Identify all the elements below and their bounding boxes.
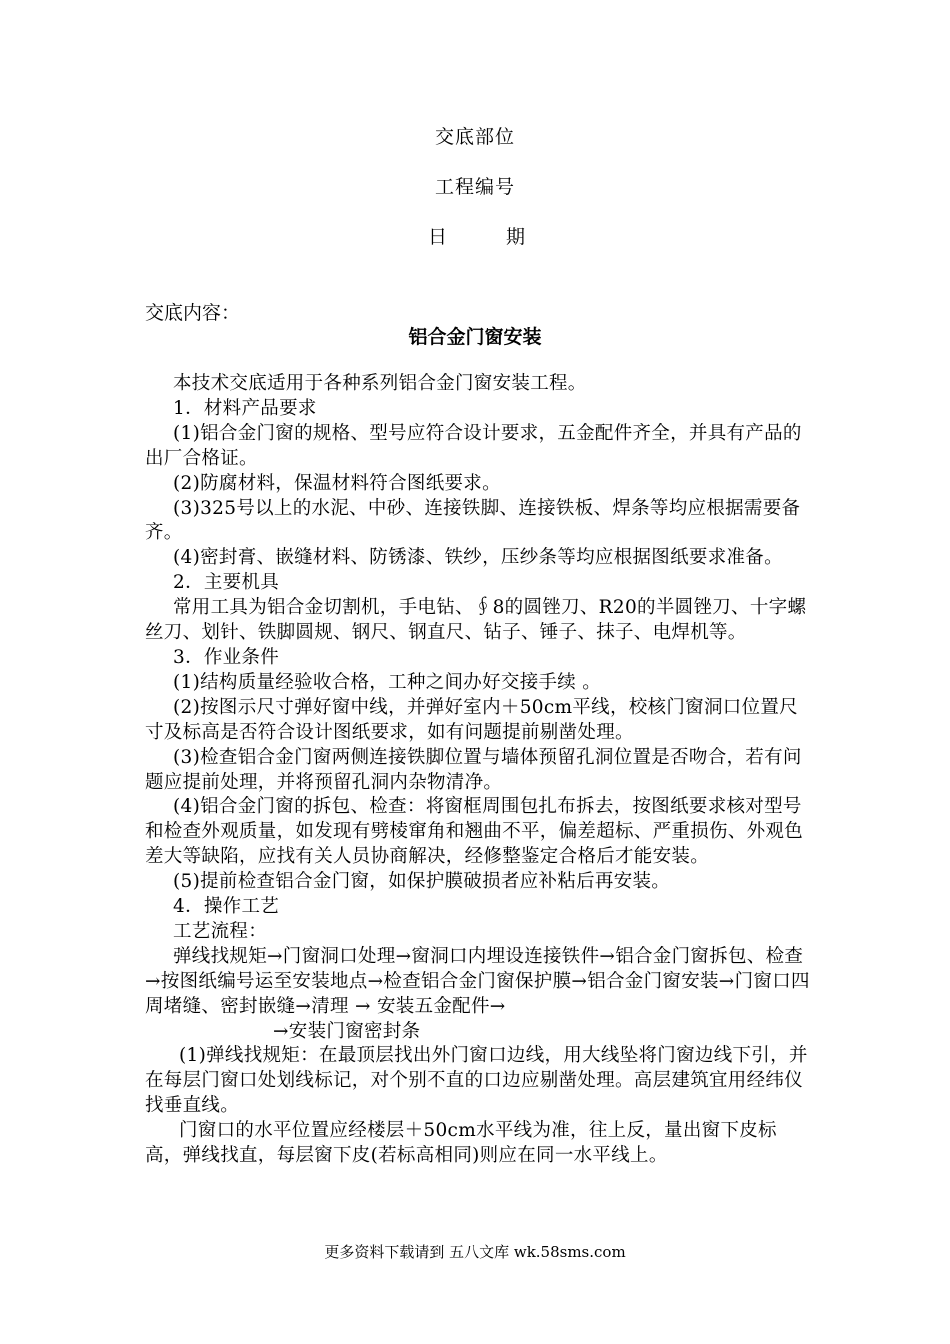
paragraph-flow-steps-end: →安装门窗密封条 xyxy=(273,1020,421,1042)
paragraph-materials-3: (3)325号以上的水泥、中砂、连接铁脚、连接铁板、焊条等均应根据需要备齐。 xyxy=(145,497,801,544)
document-body xyxy=(145,372,810,1169)
paragraph-process-2: 门窗口的水平位置应经楼层＋50cm水平线为准，往上反，量出窗下皮标高，弹线找直，每层窗下皮(若标高相同)则应在同一水平线上。 xyxy=(145,1120,777,1167)
paragraph-conditions-4: (4)铝合金门窗的拆包、检查：将窗框周围包扎布拆去，按图纸要求核对型号和检查外观质量，如发现有劈棱窜角和翘曲不平，偏差超标、严重损伤、外观色差大等缺陷，应找有关人员协商解决，经修整鉴定合格后才能安装。 xyxy=(145,796,804,868)
paragraph-conditions-2: (2)按图示尺寸弹好窗中线，并弹好室内＋50cm平线，校核门窗洞口位置尺寸及标高是否符合设计图纸要求，如有问题提前剔凿处理。 xyxy=(145,696,798,743)
paragraph-scope: 本技术交底适用于各种系列铝合金门窗安装工程。 xyxy=(173,373,587,394)
paragraph-materials-1: (1)铝合金门窗的规格、型号应符合设计要求，五金配件齐全，并具有产品的出厂合格证。 xyxy=(145,422,802,469)
paragraph-conditions-5: (5)提前检查铝合金门窗，如保护膜破损者应补粘后再安装。 xyxy=(173,871,671,893)
header-part-label: 交底部位 xyxy=(434,126,515,148)
content-label: 交底内容： xyxy=(145,302,241,324)
header-project-number-label: 工程编号 xyxy=(434,176,515,198)
section-heading-process: 4．操作工艺 xyxy=(173,896,280,918)
footer-source-note: 更多资料下载请到 五八文库 wk.58sms.com xyxy=(324,1243,626,1261)
paragraph-flow-label: 工艺流程： xyxy=(173,920,268,942)
paragraph-flow-steps: 弹线找规矩→门窗洞口处理→窗洞口内埋设连接铁件→铝合金门窗拆包、检查→按图纸编号运至安装地点→检查铝合金门窗保护膜→铝合金门窗安装→门窗口四周堵缝、密封嵌缝→清理 → 安装五金配件→ xyxy=(145,945,810,1017)
section-heading-materials: 1．材料产品要求 xyxy=(173,397,317,419)
paragraph-materials-2: (2)防腐材料，保温材料符合图纸要求。 xyxy=(173,472,501,494)
paragraph-conditions-3: (3)检查铝合金门窗两侧连接铁脚位置与墙体预留孔洞位置是否吻合，若有问题应提前处理，并将预留孔洞内杂物清净。 xyxy=(145,746,802,793)
paragraph-conditions-1: (1)结构质量经验收合格，工种之间办好交接手续 。 xyxy=(173,671,602,693)
header-date-label xyxy=(0,224,950,250)
date-char-2: 期 xyxy=(506,226,526,248)
paragraph-tools: 常用工具为铝合金切割机，手电钻、∮8的圆锉刀、R20的半圆锉刀、十字螺丝刀、划针、铁脚圆规、钢尺、钢直尺、钻子、锤子、抹子、电焊机等。 xyxy=(145,597,807,644)
paragraph-process-1: (1)弹线找规矩：在最顶层找出外门窗口边线，用大线坠将门窗边线下引，并在每层门窗口处划线标记，对个别不直的口边应剔凿处理。高层建筑宜用经纬仪找垂直线。 xyxy=(145,1045,808,1117)
document-title: 铝合金门窗安装 xyxy=(408,326,542,348)
paragraph-materials-4: (4)密封膏、嵌缝材料、防锈漆、铁纱，压纱条等均应根据图纸要求准备。 xyxy=(173,547,783,569)
date-char-1: 日 xyxy=(428,226,448,248)
section-heading-tools: 2．主要机具 xyxy=(173,572,280,594)
section-heading-conditions: 3．作业条件 xyxy=(173,646,280,668)
